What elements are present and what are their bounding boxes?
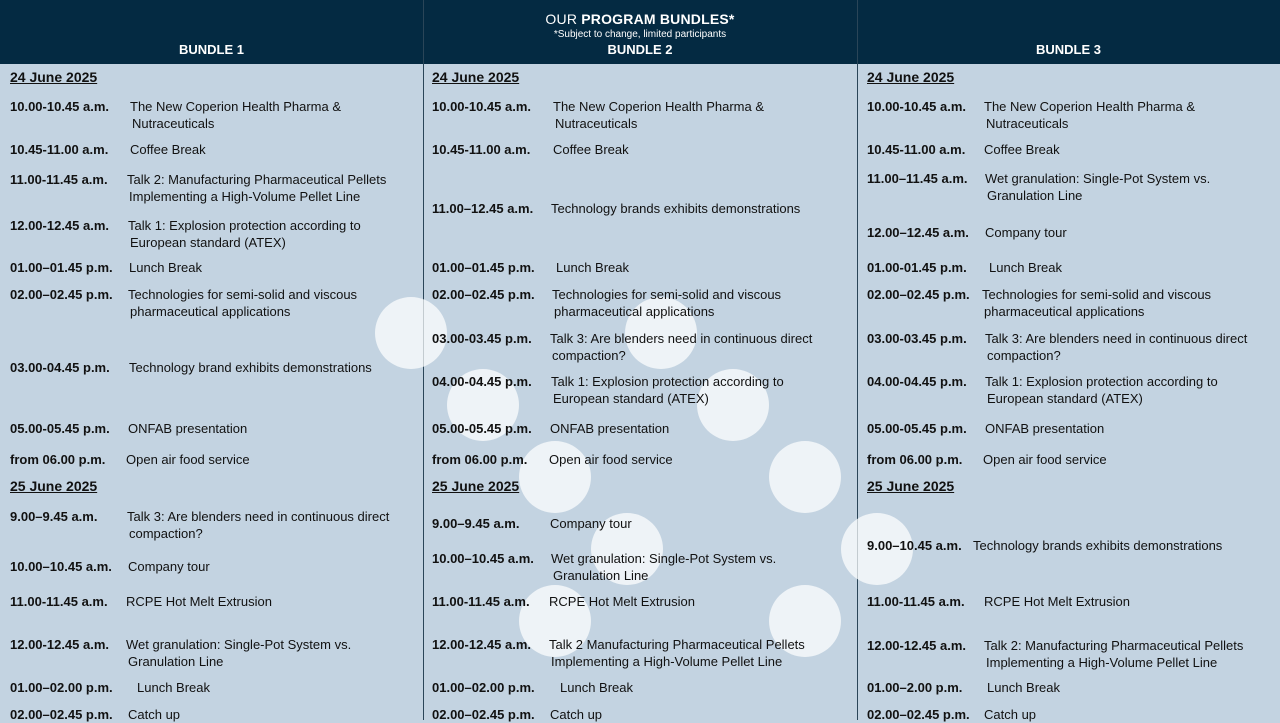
session-title: Lunch Break bbox=[129, 260, 202, 275]
session-time: 01.00–02.00 p.m. bbox=[432, 680, 535, 695]
session-title: Talk 2: Manufacturing Pharmaceutical Pellets bbox=[984, 638, 1244, 653]
session-time: 9.00–10.45 a.m. bbox=[867, 538, 962, 553]
session-title: ONFAB presentation bbox=[550, 421, 670, 436]
session-title: European standard (ATEX) bbox=[987, 391, 1143, 406]
session-title: compaction? bbox=[552, 348, 626, 363]
session-time: 03.00-04.45 p.m. bbox=[10, 360, 110, 375]
column-divider bbox=[857, 0, 858, 720]
session-title: Technology brands exhibits demonstrations bbox=[973, 538, 1223, 553]
session-time: 02.00–02.45 p.m. bbox=[10, 287, 113, 302]
session-title: Wet granulation: Single-Pot System vs. bbox=[551, 551, 777, 566]
day-date-heading: 25 June 2025 bbox=[10, 478, 98, 494]
session-time: 10.00-10.45 a.m. bbox=[867, 99, 967, 114]
session-time: 04.00-04.45 p.m. bbox=[432, 374, 532, 389]
session-title: Technologies for semi-solid and viscous bbox=[552, 287, 782, 302]
session-title: Lunch Break bbox=[987, 680, 1060, 695]
session-title: Nutraceuticals bbox=[555, 116, 638, 131]
session-title: Open air food service bbox=[983, 452, 1107, 467]
session-title: Talk 3: Are blenders need in continuous direct bbox=[985, 331, 1248, 346]
session-title: Talk 2: Manufacturing Pharmaceutical Pellets bbox=[127, 172, 387, 187]
session-title: ONFAB presentation bbox=[128, 421, 248, 436]
session-time: from 06.00 p.m. bbox=[432, 452, 528, 467]
session-time: 10.00-10.45 a.m. bbox=[432, 99, 532, 114]
program-header bbox=[0, 0, 1280, 64]
session-title: pharmaceutical applications bbox=[130, 304, 291, 319]
session-time: 10.45-11.00 a.m. bbox=[10, 142, 109, 157]
session-title: The New Coperion Health Pharma & bbox=[130, 99, 341, 114]
session-title: Granulation Line bbox=[553, 568, 649, 583]
session-time: 12.00-12.45 a.m. bbox=[432, 637, 532, 652]
session-title: Nutraceuticals bbox=[132, 116, 215, 131]
session-time: 02.00–02.45 p.m. bbox=[432, 707, 535, 722]
session-time: 02.00–02.45 p.m. bbox=[432, 287, 535, 302]
session-time: 02.00–02.45 p.m. bbox=[10, 707, 113, 722]
day-date-heading: 24 June 2025 bbox=[10, 69, 98, 85]
session-title: Implementing a High-Volume Pellet Line bbox=[551, 654, 783, 669]
session-time: from 06.00 p.m. bbox=[10, 452, 106, 467]
day-date-heading: 25 June 2025 bbox=[432, 478, 520, 494]
session-title: Lunch Break bbox=[989, 260, 1062, 275]
session-time: 10.00–10.45 a.m. bbox=[432, 551, 534, 566]
session-title: The New Coperion Health Pharma & bbox=[984, 99, 1195, 114]
session-title: RCPE Hot Melt Extrusion bbox=[126, 594, 272, 609]
session-time: 11.00–12.45 a.m. bbox=[432, 201, 534, 216]
session-title: European standard (ATEX) bbox=[130, 235, 286, 250]
session-title: Technology brands exhibits demonstrations bbox=[551, 201, 801, 216]
session-title: RCPE Hot Melt Extrusion bbox=[549, 594, 695, 609]
session-title: Company tour bbox=[128, 559, 210, 574]
bundle-3-heading: BUNDLE 3 bbox=[1035, 42, 1101, 57]
session-time: 02.00–02.45 p.m. bbox=[867, 707, 970, 722]
bundle-2-heading: BUNDLE 2 bbox=[607, 42, 673, 57]
session-time: 11.00-11.45 a.m. bbox=[867, 594, 965, 609]
session-title: Wet granulation: Single-Pot System vs. bbox=[126, 637, 352, 652]
session-time: 01.00–01.45 p.m. bbox=[432, 260, 535, 275]
day-date-heading: 25 June 2025 bbox=[867, 478, 955, 494]
session-title: Talk 3: Are blenders need in continuous direct bbox=[550, 331, 813, 346]
session-title: Implementing a High-Volume Pellet Line bbox=[129, 189, 361, 204]
session-time: 10.00–10.45 a.m. bbox=[10, 559, 112, 574]
session-time: 9.00–9.45 a.m. bbox=[10, 509, 98, 524]
session-title: Granulation Line bbox=[128, 654, 224, 669]
session-time: 03.00-03.45 p.m. bbox=[432, 331, 532, 346]
session-title: Open air food service bbox=[549, 452, 673, 467]
session-title: Talk 1: Explosion protection according to bbox=[128, 218, 361, 233]
session-title: Technologies for semi-solid and viscous bbox=[128, 287, 358, 302]
session-time: 03.00-03.45 p.m. bbox=[867, 331, 967, 346]
subject-to-change-note: *Subject to change, limited participants bbox=[553, 29, 727, 40]
session-time: 9.00–9.45 a.m. bbox=[432, 516, 520, 531]
session-time: 12.00-12.45 a.m. bbox=[10, 218, 110, 233]
session-title: Lunch Break bbox=[556, 260, 629, 275]
session-title: Open air food service bbox=[126, 452, 250, 467]
session-title: Catch up bbox=[984, 707, 1037, 722]
session-title: Coffee Break bbox=[130, 142, 206, 157]
session-time: 11.00-11.45 a.m. bbox=[10, 594, 108, 609]
session-title: ONFAB presentation bbox=[985, 421, 1105, 436]
session-time: 12.00-12.45 a.m. bbox=[10, 637, 110, 652]
session-time: 02.00–02.45 p.m. bbox=[867, 287, 970, 302]
session-title: Talk 1: Explosion protection according to bbox=[551, 374, 784, 389]
session-title: pharmaceutical applications bbox=[554, 304, 715, 319]
session-time: 05.00-05.45 p.m. bbox=[867, 421, 967, 436]
session-title: RCPE Hot Melt Extrusion bbox=[984, 594, 1130, 609]
session-title: Nutraceuticals bbox=[986, 116, 1069, 131]
session-title: Catch up bbox=[128, 707, 181, 722]
session-time: 10.45-11.00 a.m. bbox=[867, 142, 966, 157]
session-time: 01.00-01.45 p.m. bbox=[867, 260, 967, 275]
session-title: Company tour bbox=[985, 225, 1067, 240]
session-time: 01.00–02.00 p.m. bbox=[10, 680, 113, 695]
session-title: pharmaceutical applications bbox=[984, 304, 1145, 319]
session-time: 10.45-11.00 a.m. bbox=[432, 142, 531, 157]
session-title: Talk 3: Are blenders need in continuous direct bbox=[127, 509, 390, 524]
session-time: 04.00-04.45 p.m. bbox=[867, 374, 967, 389]
session-title: compaction? bbox=[129, 526, 203, 541]
session-time: 01.00–2.00 p.m. bbox=[867, 680, 963, 695]
page-title: OUR PROGRAM BUNDLES* bbox=[545, 11, 735, 27]
session-title: The New Coperion Health Pharma & bbox=[553, 99, 764, 114]
session-time: 05.00-05.45 p.m. bbox=[10, 421, 110, 436]
day-date-heading: 24 June 2025 bbox=[432, 69, 520, 85]
session-time: 11.00-11.45 a.m. bbox=[10, 172, 108, 187]
session-time: 12.00-12.45 a.m. bbox=[867, 638, 967, 653]
session-title: Technology brand exhibits demonstrations bbox=[129, 360, 372, 375]
session-title: Wet granulation: Single-Pot System vs. bbox=[985, 171, 1211, 186]
session-time: from 06.00 p.m. bbox=[867, 452, 963, 467]
bundle-1-heading: BUNDLE 1 bbox=[178, 42, 244, 57]
decorative-circle bbox=[769, 441, 841, 513]
session-title: Implementing a High-Volume Pellet Line bbox=[986, 655, 1218, 670]
session-time: 05.00-05.45 p.m. bbox=[432, 421, 532, 436]
session-title: Coffee Break bbox=[553, 142, 629, 157]
session-title: Catch up bbox=[550, 707, 603, 722]
session-title: European standard (ATEX) bbox=[553, 391, 709, 406]
session-time: 11.00–11.45 a.m. bbox=[867, 171, 968, 186]
session-title: Technologies for semi-solid and viscous bbox=[982, 287, 1212, 302]
session-time: 11.00-11.45 a.m. bbox=[432, 594, 530, 609]
session-title: Talk 2 Manufacturing Pharmaceutical Pellets bbox=[549, 637, 805, 652]
session-title: Company tour bbox=[550, 516, 632, 531]
session-time: 01.00–01.45 p.m. bbox=[10, 260, 113, 275]
session-title: Granulation Line bbox=[987, 188, 1083, 203]
session-time: 12.00–12.45 a.m. bbox=[867, 225, 969, 240]
session-title: Coffee Break bbox=[984, 142, 1060, 157]
session-title: Lunch Break bbox=[560, 680, 633, 695]
session-time: 10.00-10.45 a.m. bbox=[10, 99, 110, 114]
day-date-heading: 24 June 2025 bbox=[867, 69, 955, 85]
session-title: compaction? bbox=[987, 348, 1061, 363]
session-title: Talk 1: Explosion protection according to bbox=[985, 374, 1218, 389]
session-title: Lunch Break bbox=[137, 680, 210, 695]
